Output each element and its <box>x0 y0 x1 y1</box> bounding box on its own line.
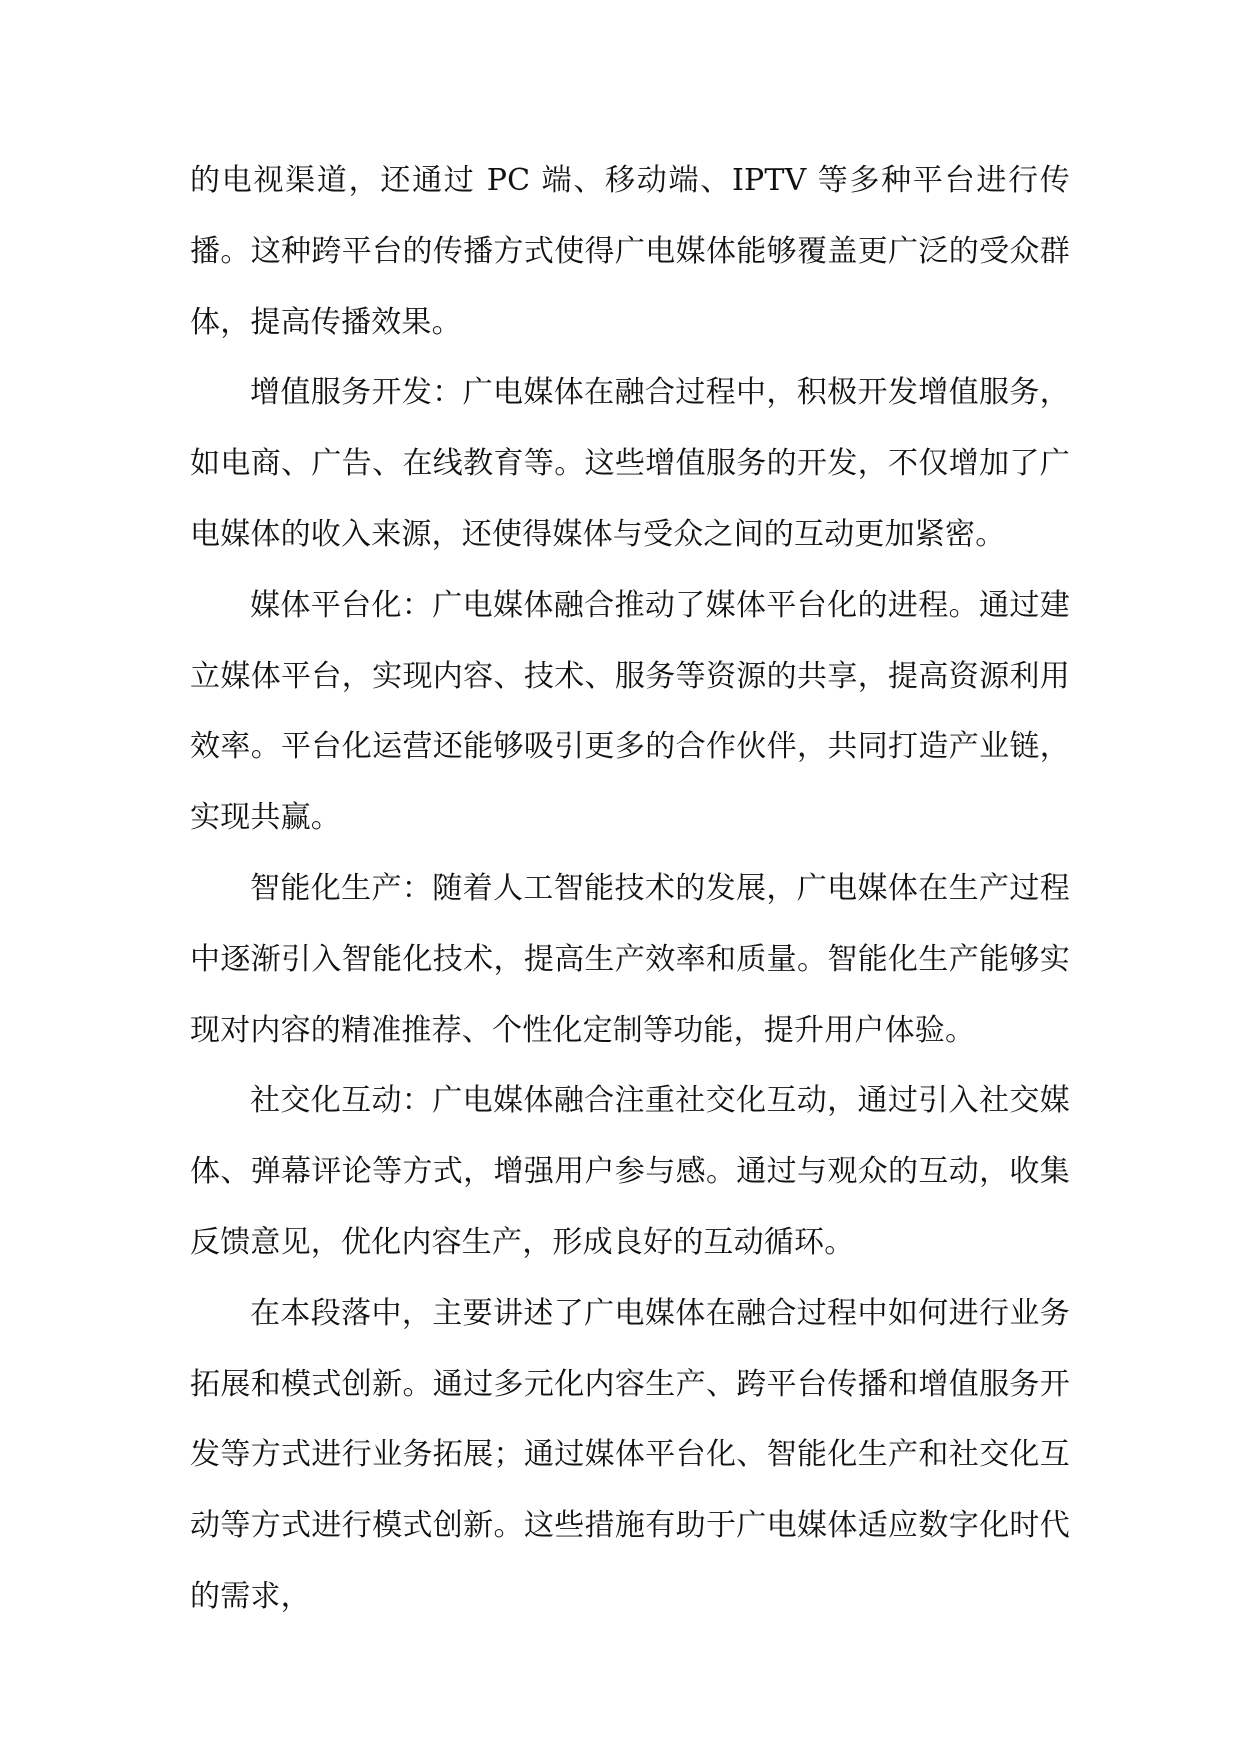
paragraph-continued: 的电视渠道，还通过 PC 端、移动端、IPTV 等多种平台进行传播。这种跨平台的传播方式使得广电媒体能够覆盖更广泛的受众群体，提高传播效果。 <box>190 163 1070 340</box>
body-text <box>190 146 1070 1633</box>
paragraph-social-interaction: 社交化互动：广电媒体融合注重社交化互动，通过引入社交媒体、弹幕评论等方式，增强用户参与感。通过与观众的互动，收集反馈意见，优化内容生产，形成良好的互动循环。 <box>190 1083 1070 1260</box>
paragraph-intelligent-production: 智能化生产：随着人工智能技术的发展，广电媒体在生产过程中逐渐引入智能化技术，提高生产效率和质量。智能化生产能够实现对内容的精准推荐、个性化定制等功能，提升用户体验。 <box>190 870 1070 1048</box>
paragraph-summary: 在本段落中，主要讲述了广电媒体在融合过程中如何进行业务拓展和模式创新。通过多元化内容生产、跨平台传播和增值服务开发等方式进行业务拓展；通过媒体平台化、智能化生产和社交化互动等方式进行模式创新。这些措施有助于广电媒体适应数字化时代的需求， <box>190 1295 1070 1614</box>
paragraph-media-platform: 媒体平台化：广电媒体融合推动了媒体平台化的进程。通过建立媒体平台，实现内容、技术、服务等资源的共享，提高资源利用效率。平台化运营还能够吸引更多的合作伙伴，共同打造产业链，实现共赢。 <box>190 587 1070 836</box>
paragraph-value-added-services: 增值服务开发：广电媒体在融合过程中，积极开发增值服务，如电商、广告、在线教育等。这些增值服务的开发，不仅增加了广电媒体的收入来源，还使得媒体与受众之间的互动更加紧密。 <box>190 375 1070 552</box>
